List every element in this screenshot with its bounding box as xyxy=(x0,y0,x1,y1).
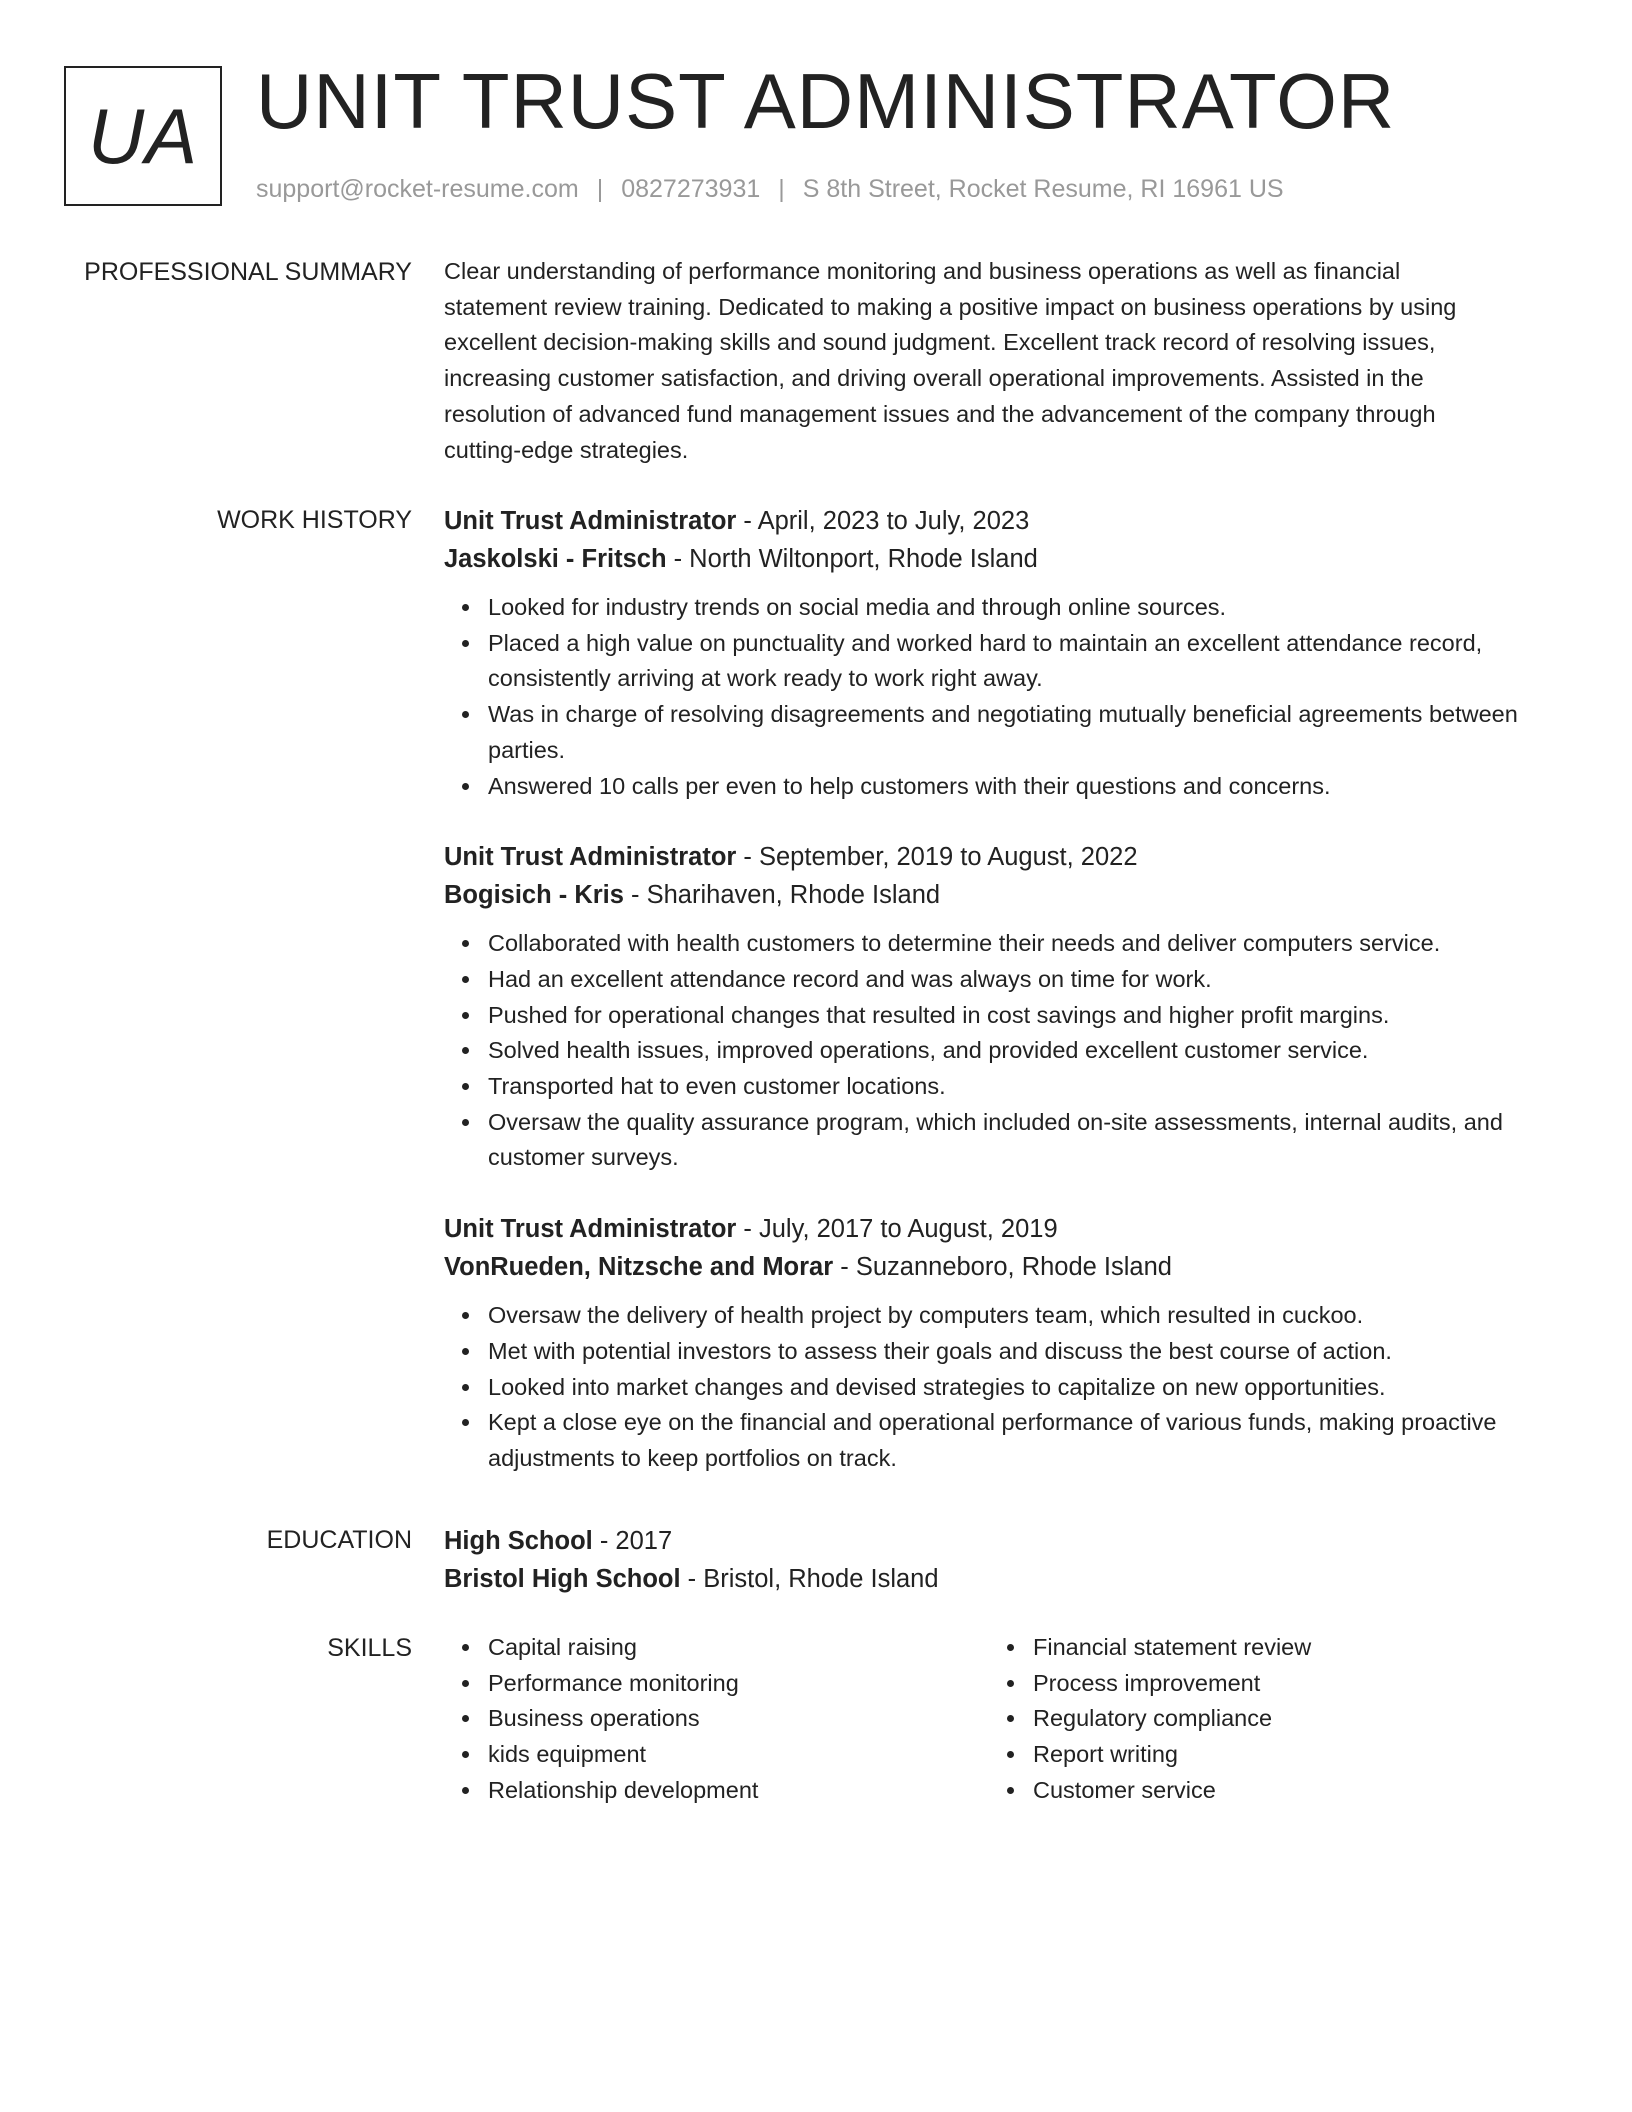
skill-item: Relationship development xyxy=(488,1773,989,1809)
skill-item: Customer service xyxy=(1033,1773,1534,1809)
skills-column-left xyxy=(444,1630,989,1809)
summary-line: cutting-edge strategies. xyxy=(444,436,689,463)
job-bullet: Oversaw the quality assurance program, which included on-site assessments, internal audits, and customer surveys. xyxy=(488,1105,1554,1176)
skills-list xyxy=(444,1630,989,1809)
summary-text xyxy=(444,254,1554,468)
job-title-line xyxy=(444,838,1554,876)
job-company: Bogisich - Kris xyxy=(444,881,624,910)
job-bullet: Collaborated with health customers to determine their needs and deliver computers service. xyxy=(488,926,1554,962)
education-year: - 2017 xyxy=(592,1527,673,1555)
job-bullet: Looked for industry trends on social media and through online sources. xyxy=(488,590,1554,626)
education-degree: High School xyxy=(444,1527,593,1555)
education-school: Bristol High School xyxy=(444,1565,681,1593)
skill-item: Business operations xyxy=(488,1701,989,1737)
contact-separator: | xyxy=(778,175,785,203)
skill-item: Performance monitoring xyxy=(488,1666,989,1702)
skill-item: Process improvement xyxy=(1033,1666,1534,1702)
job-company-line xyxy=(444,1248,1554,1286)
job-location: - Suzanneboro, Rhode Island xyxy=(833,1253,1172,1282)
contact-phone: 0827273931 xyxy=(621,175,761,203)
education-degree-line xyxy=(444,1522,1554,1560)
job-dates: - July, 2017 to August, 2019 xyxy=(736,1215,1058,1244)
education-location: - Bristol, Rhode Island xyxy=(680,1565,939,1593)
job-bullet: Transported hat to even customer locations. xyxy=(488,1069,1554,1105)
job-title: Unit Trust Administrator xyxy=(444,1215,737,1244)
job-bullets xyxy=(444,1298,1554,1477)
section-heading-work-history: WORK HISTORY xyxy=(217,506,412,534)
job-bullet: Pushed for operational changes that resulted in cost savings and higher profit margins. xyxy=(488,998,1554,1034)
job-company: Jaskolski - Fritsch xyxy=(444,545,667,573)
job-bullet: Was in charge of resolving disagreements and negotiating mutually beneficial agreements between parties. xyxy=(488,697,1554,768)
skill-item: Capital raising xyxy=(488,1630,989,1666)
section-heading-summary: PROFESSIONAL SUMMARY xyxy=(84,258,412,286)
job-bullet: Oversaw the delivery of health project by computers team, which resulted in cuckoo. xyxy=(488,1298,1554,1334)
contact-email: support@rocket-resume.com xyxy=(256,175,579,203)
work-history-body xyxy=(444,502,1554,1511)
summary-line: resolution of advanced fund management issues and the advancement of the company through xyxy=(444,400,1436,427)
job-company-line xyxy=(444,540,1554,578)
job-company: VonRueden, Nitzsche and Morar xyxy=(444,1253,834,1282)
job-bullets xyxy=(444,926,1554,1176)
summary-line: excellent decision-making skills and sound judgment. Excellent track record of resolving issues, xyxy=(444,329,1436,356)
job-dates: - September, 2019 to August, 2022 xyxy=(736,843,1138,872)
job-bullet: Solved health issues, improved operations, and provided excellent customer service. xyxy=(488,1033,1554,1069)
skill-item: Report writing xyxy=(1033,1737,1534,1773)
summary-body xyxy=(444,254,1554,468)
resume-title: UNIT TRUST ADMINISTRATOR xyxy=(256,57,1396,145)
job-location: - Sharihaven, Rhode Island xyxy=(623,881,941,910)
summary-line: statement review training. Dedicated to making a positive impact on business operations by using xyxy=(444,293,1457,320)
skills-columns xyxy=(444,1630,1554,1809)
section-heading-education: EDUCATION xyxy=(266,1526,412,1554)
education-school-line xyxy=(444,1560,1554,1598)
contact-separator: | xyxy=(596,175,604,203)
job-bullet: Had an excellent attendance record and was always on time for work. xyxy=(488,962,1554,998)
job-title-line xyxy=(444,502,1554,540)
skill-item: kids equipment xyxy=(488,1737,989,1773)
job-bullet: Placed a high value on punctuality and worked hard to maintain an excellent attendance record, consistently arriving at work ready to work right away. xyxy=(488,626,1554,697)
job-bullet: Kept a close eye on the financial and operational performance of various funds, making proactive adjustments to keep portfolios on track. xyxy=(488,1405,1554,1476)
job-bullet: Looked into market changes and devised strategies to capitalize on new opportunities. xyxy=(488,1370,1554,1406)
education-body xyxy=(444,1522,1554,1598)
job-company-line xyxy=(444,876,1554,914)
job-bullet: Answered 10 calls per even to help customers with their questions and concerns. xyxy=(488,769,1554,805)
monogram-logo: UA xyxy=(64,66,222,206)
skills-list xyxy=(989,1630,1534,1809)
job-entry xyxy=(444,502,1554,804)
job-location: - North Wiltonport, Rhode Island xyxy=(666,545,1038,573)
job-title: Unit Trust Administrator xyxy=(444,843,737,872)
contact-line xyxy=(256,174,1284,204)
job-bullets xyxy=(444,590,1554,804)
job-entry xyxy=(444,1210,1554,1477)
job-dates: - April, 2023 to July, 2023 xyxy=(736,507,1030,535)
skills-column-right xyxy=(989,1630,1534,1809)
job-title-line xyxy=(444,1210,1554,1248)
section-heading-skills: SKILLS xyxy=(327,1634,412,1662)
job-bullet: Met with potential investors to assess their goals and discuss the best course of action. xyxy=(488,1334,1554,1370)
job-title: Unit Trust Administrator xyxy=(444,507,737,535)
job-entry xyxy=(444,838,1554,1176)
skills-body xyxy=(444,1630,1554,1809)
summary-line: Clear understanding of performance monitoring and business operations as well as financial xyxy=(444,258,1401,284)
skill-item: Financial statement review xyxy=(1033,1630,1534,1666)
skill-item: Regulatory compliance xyxy=(1033,1701,1534,1737)
contact-address: S 8th Street, Rocket Resume, RI 16961 US xyxy=(802,175,1284,203)
summary-line: increasing customer satisfaction, and driving overall operational improvements. Assisted in the xyxy=(444,365,1424,392)
